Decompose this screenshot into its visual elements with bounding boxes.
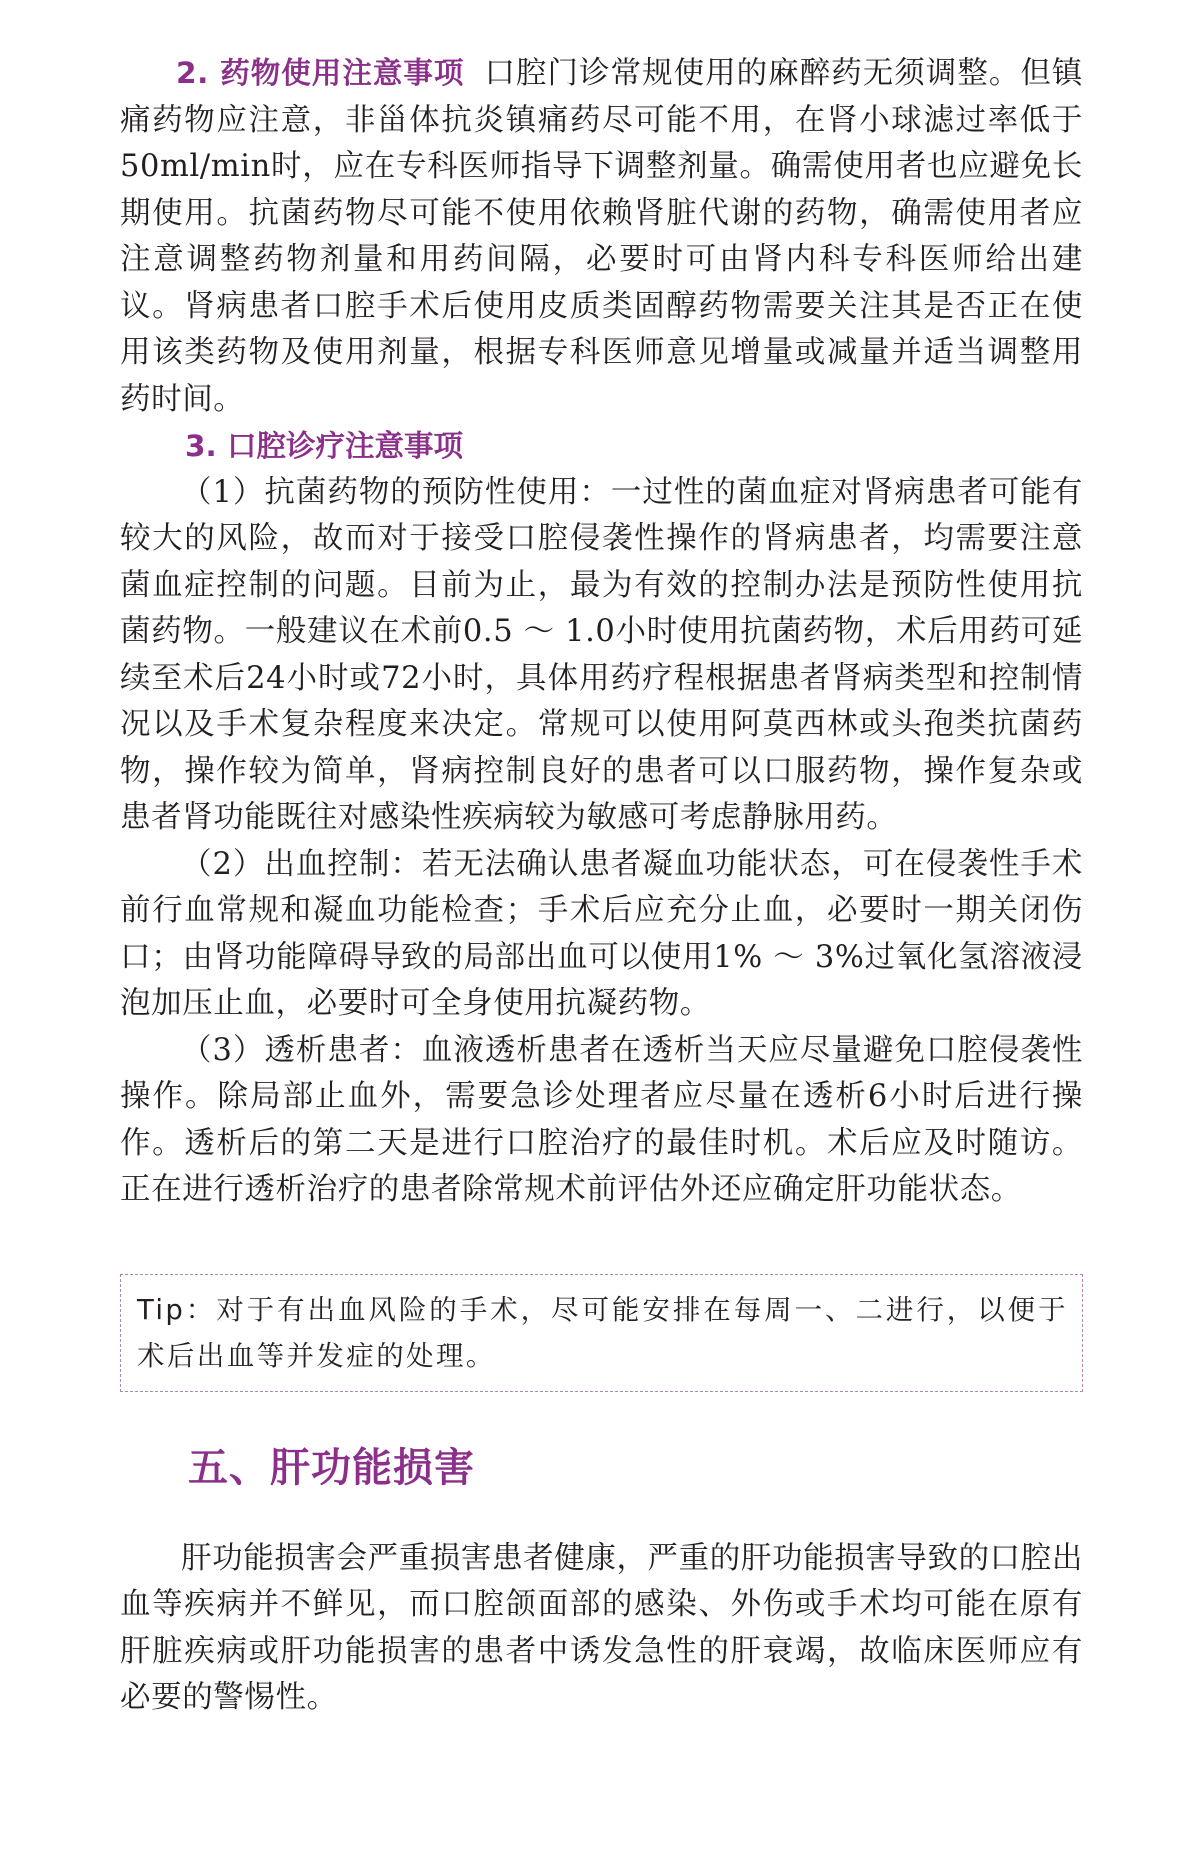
page-content [120,50,1083,1722]
care-section-heading: 3. 口腔诊疗注意事项 [185,429,464,463]
drug-section-body: 口腔门诊常规使用的麻醉药无须调整。但镇痛药物应注意，非甾体抗炎镇痛药尽可能不用，在肾小球滤过率低于50ml/min时，应在专科医师指导下调整剂量。确需使用者也应避免长期使用。抗菌药物尽可能不使用依赖肾脏代谢的药物，确需使用者应注意调整药物剂量和用药间隔，必要时可由肾内科专科医师给出建议。肾病患者口腔手术后使用皮质类固醇药物需要关注其是否正在使用该类药物及使用剂量，根据专科医师意见增量或减量并适当调整用药时间。 [120,56,1083,417]
liver-section-body: 肝功能损害会严重损害患者健康，严重的肝功能损害导致的口腔出血等疾病并不鲜见，而口腔颌面部的感染、外伤或手术均可能在原有肝脏疾病或肝功能损害的患者中诱发急性的肝衰竭，故临床医师应有必要的警惕性。 [120,1540,1083,1715]
tip-box: Tip：对于有出血风险的手术，尽可能安排在每周一、二进行，以便于术后出血等并发症的处理。 [120,1274,1083,1392]
care-item-bleeding: （2）出血控制：若无法确认患者凝血功能状态，可在侵袭性手术前行血常规和凝血功能检查；手术后应充分止血，必要时一期关闭伤口；由肾功能障碍导致的局部出血可以使用1% ～ 3%过氧化氢溶液浸泡加压止血，必要时可全身使用抗凝药物。 [120,846,1083,1021]
drug-section-paragraph [120,50,1083,423]
drug-section-heading: 2. 药物使用注意事项 [176,56,465,90]
care-item-dialysis: （3）透析患者：血液透析患者在透析当天应尽量避免口腔侵袭性操作。除局部止血外，需要急诊处理者应尽量在透析6小时后进行操作。透析后的第二天是进行口腔治疗的最佳时机。术后应及时随访。正在进行透析治疗的患者除常规术前评估外还应确定肝功能状态。 [120,1032,1083,1207]
liver-section-title: 五、肝功能损害 [188,1444,475,1491]
care-item-antibiotics: （1）抗菌药物的预防性使用：一过性的菌血症对肾病患者可能有较大的风险，故而对于接受口腔侵袭性操作的肾病患者，均需要注意菌血症控制的问题。目前为止，最为有效的控制办法是预防性使用抗菌药物。一般建议在术前0.5 ～ 1.0小时使用抗菌药物，术后用药可延续至术后24小时或72小时，具体用药疗程根据患者肾病类型和控制情况以及手术复杂程度来决定。常规可以使用阿莫西林或头孢类抗菌药物，操作较为简单，肾病控制良好的患者可以口服药物，操作复杂或患者肾功能既往对感染性疾病较为敏感可考虑静脉用药。 [120,474,1083,835]
